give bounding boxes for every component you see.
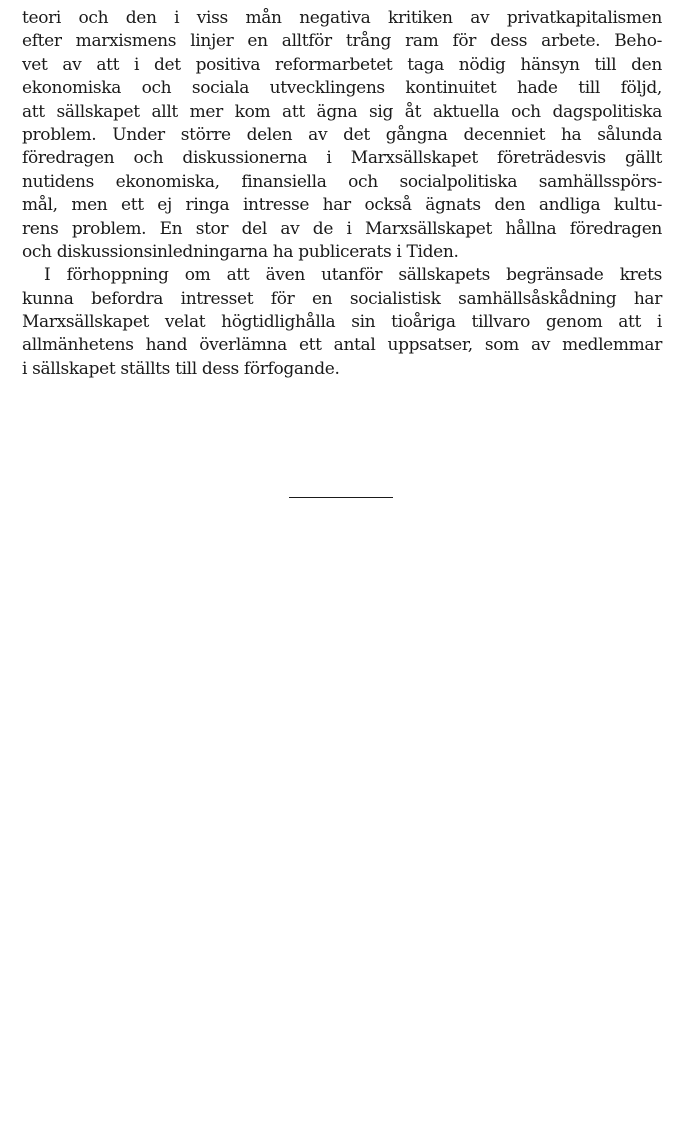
paragraph-2 [22, 264, 662, 381]
text-line: föredragen och diskussionerna i Marxsällskapet företrädesvis gällt [22, 148, 662, 169]
text-line: att sällskapet allt mer kom att ägna sig åt aktuella och dagspolitiska [22, 101, 662, 122]
text-line: allmänhetens hand överlämna ett antal uppsatser, som av medlemmar [22, 335, 662, 356]
text-line: i sällskapet ställts till dess förfogande. [22, 358, 340, 379]
text-line: rens problem. En stor del av de i Marxsällskapet hållna föredragen [22, 218, 662, 239]
text-line: och diskussionsinledningarna ha publicerats i Tiden. [22, 241, 459, 262]
document-page [22, 7, 662, 381]
text-line: Marxsällskapet velat högtidlighålla sin tioåriga tillvaro genom att i [22, 312, 662, 333]
text-line: efter marxismens linjer en alltför trång ram för dess arbete. Beho- [22, 31, 662, 52]
paragraph-1 [22, 7, 662, 264]
text-line: nutidens ekonomiska, finansiella och socialpolitiska samhällsspörs- [22, 171, 662, 192]
text-line: problem. Under större delen av det gångna decenniet ha sålunda [22, 124, 662, 145]
text-line: vet av att i det positiva reformarbetet taga nödig hänsyn till den [22, 54, 662, 75]
text-line: kunna befordra intresset för en socialistisk samhällsåskådning har [22, 288, 662, 309]
text-line: teori och den i viss mån negativa kritiken av privatkapitalismen [22, 8, 662, 28]
text-line: ekonomiska och sociala utvecklingens kontinuitet hade till följd, [22, 78, 662, 99]
section-divider-rule [289, 497, 393, 498]
text-line: mål, men ett ej ringa intresse har också ägnats den andliga kultu- [22, 195, 662, 216]
text-line: I förhoppning om att även utanför sällskapets begränsade krets [44, 265, 662, 286]
